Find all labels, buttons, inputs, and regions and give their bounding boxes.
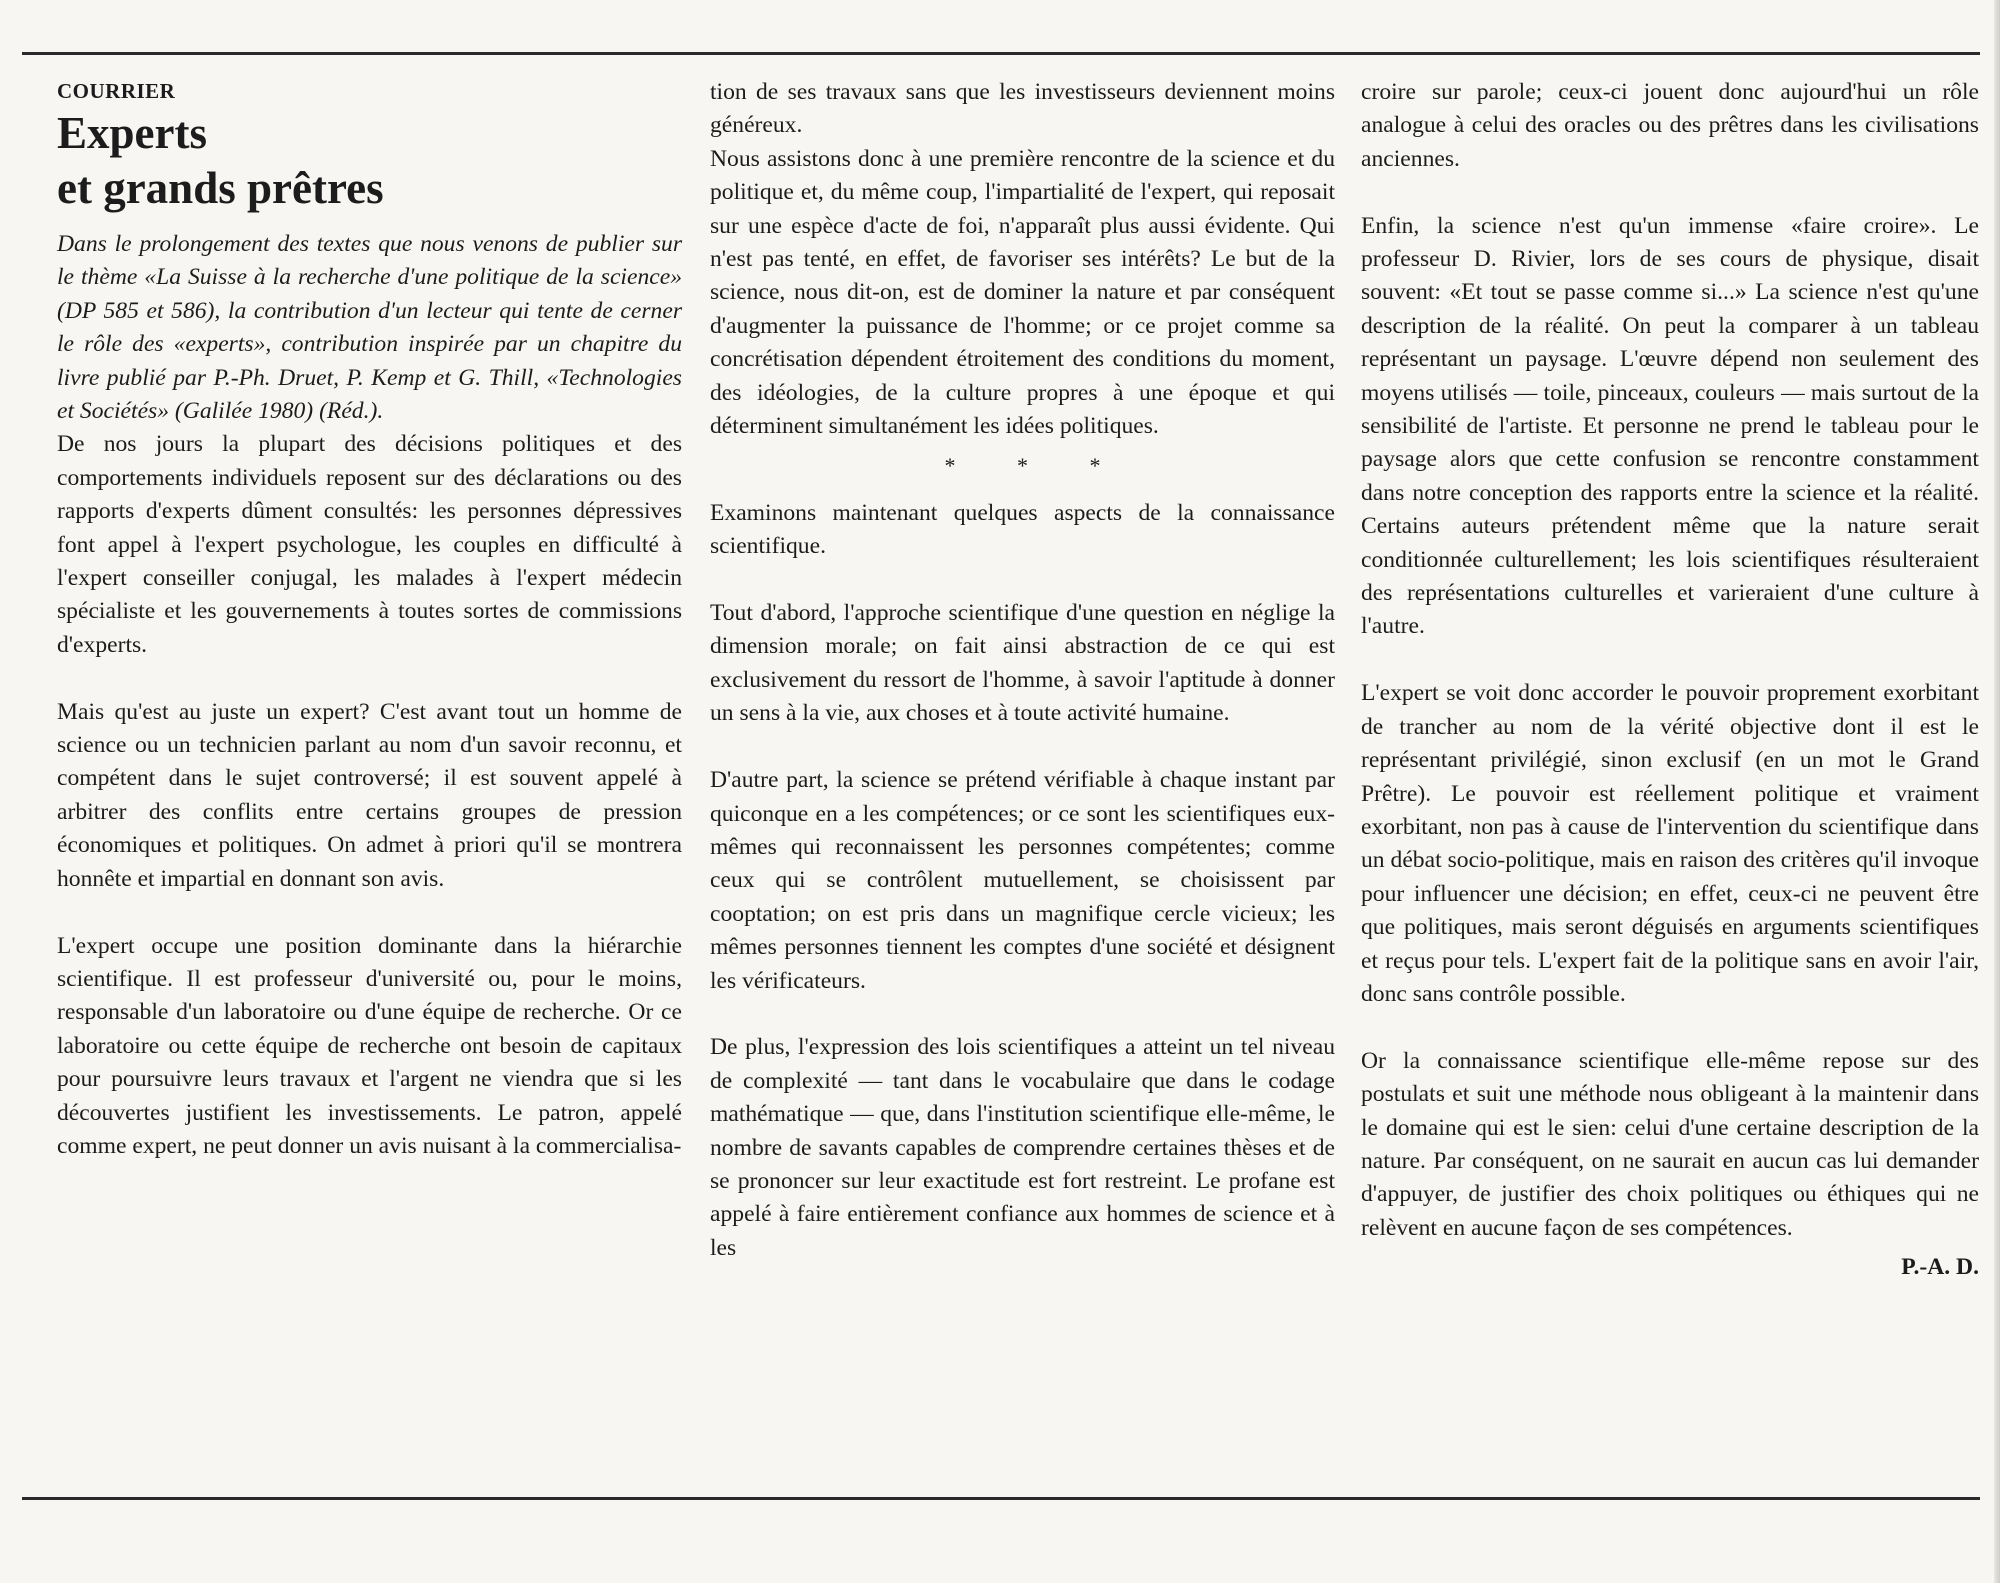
paragraph: De nos jours la plupart des décisions politiques et des comportements individuels reposent sur des déclarations ou des rapports d'experts dûment consultés: les personnes dépressives font appel à l'expert psychologue, les couples en difficulté à l'expert conseiller conjugal, les malades à l'expert médecin spécialiste et les gouvernements à toutes sortes de commissions d'experts. (57, 431, 682, 658)
paragraph: Nous assistons donc à une première rencontre de la science et du politique et, du même coup, l'impartialité de l'expert, qui reposait sur une espèce d'acte de foi, n'apparaît plus aussi évidente. Qui n'est pas tenté, en effet, de favoriser ses intérêts? Le but de la science, nous dit-on, est de dominer la nature et par conséquent d'augmenter la puissance de l'homme; or ce projet comme sa concrétisation dépendent étroitement des conditions du moment, des idéologies, de la culture propres à une époque et qui déterminent simultanément les idées politiques. (710, 145, 1335, 440)
column-3 (1361, 76, 1979, 1285)
column-1 (57, 76, 682, 1163)
section-label: COURRIER (57, 79, 176, 103)
paragraph: Tout d'abord, l'approche scientifique d'une question en néglige la dimension morale; on fait ainsi abstraction de ce qui est exclusivement du ressort de l'homme, à savoir l'aptitude à donner un sens à la vie, aux choses et à toute activité humaine. (710, 600, 1335, 727)
editor-intro: Dans le prolongement des textes que nous venons de publier sur le thème «La Suisse à la recherche d'une politique de la science» (DP 585 et 586), la contribution d'un lecteur qui tente de cerner le rôle des «experts», contribution inspirée par un chapitre du livre publié par P.-Ph. Druet, P. Kemp et G. Thill, «Technologies et Sociétés» (Galilée 1980) (Réd.). (57, 231, 682, 425)
title-line-2: et grands prêtres (57, 163, 384, 213)
paragraph: Mais qu'est au juste un expert? C'est avant tout un homme de science ou un technicien parlant au nom d'un savoir reconnu, et compétent dans le sujet controversé; il est souvent appelé à arbitrer des conflits entre certains groupes de pression économiques et politiques. On admet à priori qu'il se montrera honnête et impartial en donnant son avis. (57, 698, 682, 892)
column-2 (710, 76, 1335, 1265)
paragraph: L'expert se voit donc accorder le pouvoir proprement exorbitant de trancher au nom de la vérité objective dont il est le représentant privilégié, sinon exclusif (en un mot le Grand Prêtre). Le pouvoir est réellement politique et vraiment exorbitant, non pas à cause de l'intervention du scientifique dans un débat socio-politique, mais en raison des critères qu'il invoque pour influencer une décision; en effet, ceux-ci ne peuvent être que politiques, mais seront déguisés en arguments scientifiques et reçus pour tels. L'expert fait de la politique sans en avoir l'air, donc sans contrôle possible. (1361, 680, 1979, 1007)
section-separator: * * * (944, 453, 1129, 479)
paragraph: Enfin, la science n'est qu'un immense «faire croire». Le professeur D. Rivier, lors de ses cours de physique, disait souvent: «Et tout se passe comme si...» La science n'est qu'une description de la réalité. On peut la comparer à un tableau représentant un paysage. L'œuvre dépend non seulement des moyens utilisés — toile, pinceaux, couleurs — mais surtout de la sensibilité de l'artiste. Et personne ne prend le tableau pour le paysage alors que cette confusion se rencontre constamment dans notre conception des rapports entre la science et la réalité. Certains auteurs prétendent même que la nature serait conditionnée culturellement; les lois scientifiques résulteraient des représentations culturelles et varieraient d'une culture à l'autre. (1361, 212, 1979, 640)
paragraph: croire sur parole; ceux-ci jouent donc aujourd'hui un rôle analogue à celui des oracles ou des prêtres dans les civilisations anciennes. (1361, 79, 1979, 172)
page-edge (1994, 0, 2000, 1583)
paragraph: tion de ses travaux sans que les investisseurs deviennent moins généreux. (710, 79, 1335, 139)
paragraph: Examinons maintenant quelques aspects de la connaissance scientifique. (710, 499, 1335, 560)
paragraph: L'expert occupe une position dominante dans la hiérarchie scientifique. Il est professeur d'université ou, pour le moins, responsable d'un laboratoire ou d'une équipe de recherche. Or ce laboratoire ou cette équipe de recherche ont besoin de capitaux pour poursuivre leurs travaux et l'argent ne viendra que si les découvertes justifient les investissements. Le patron, appelé comme expert, ne peut donner un avis nuisant à la commercialisa- (57, 932, 682, 1159)
top-rule (22, 52, 1980, 55)
bottom-rule (22, 1497, 1980, 1500)
paragraph: Or la connaissance scientifique elle-même repose sur des postulats et suit une méthode nous obligeant à la maintenir dans le domaine qui est le sien: celui d'une certaine description de la nature. Par conséquent, on ne saurait en aucun cas lui demander d'appuyer, de justifier des choix politiques ou éthiques qui ne relèvent en aucune façon de ses compétences. (1361, 1047, 1979, 1241)
author-signature: P.-A. D. (1901, 1254, 1979, 1281)
paragraph: De plus, l'expression des lois scientifiques a atteint un tel niveau de complexité — tant dans le vocabulaire que dans le codage mathématique — que, dans l'institution scientifique elle-même, le nombre de savants capables de comprendre certaines thèses et de se prononcer sur leur exactitude est fort restreint. Le profane est appelé à faire entièrement confiance aux hommes de science et à les (710, 1034, 1335, 1261)
title-line-1: Experts (57, 108, 207, 158)
article-title (57, 106, 682, 216)
paragraph: D'autre part, la science se prétend vérifiable à chaque instant par quiconque en a les compétences; or ce sont les scientifiques eux-mêmes qui reconnaissent les personnes compétentes; comme ceux qui se contrôlent mutuellement, se choisissent par cooptation; on est pris dans un magnifique cercle vicieux; les mêmes personnes tiennent les comptes d'une société et désignent les vérificateurs. (710, 767, 1335, 994)
